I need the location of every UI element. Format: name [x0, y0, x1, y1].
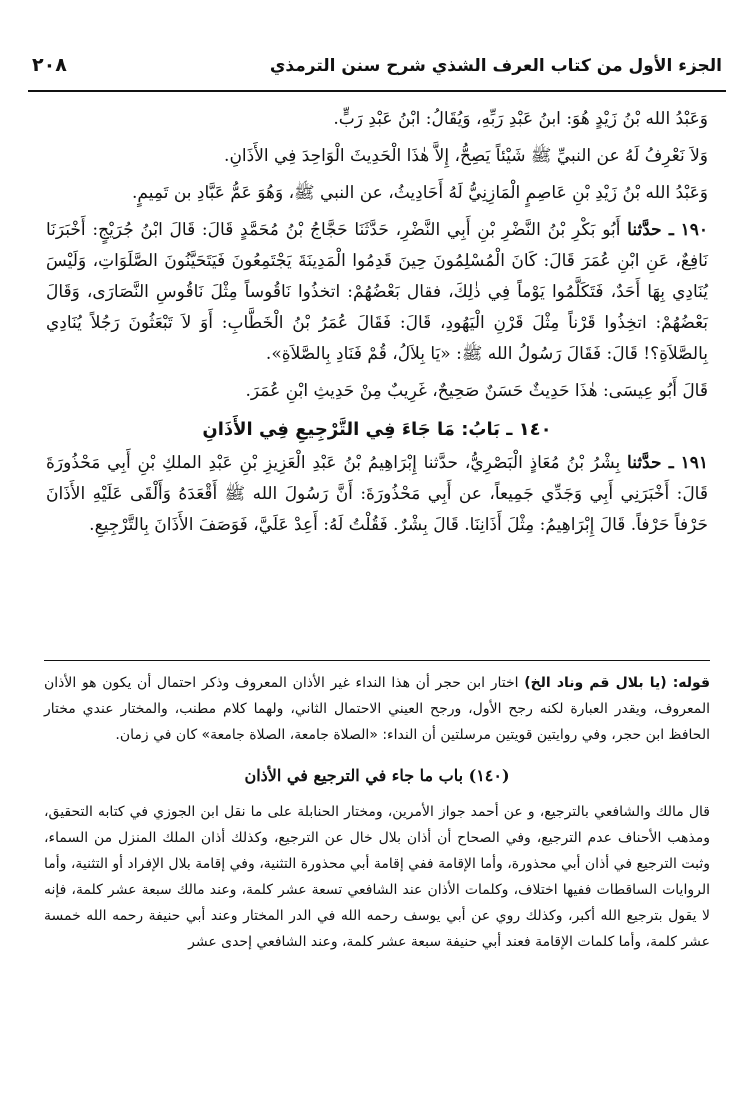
header-divider — [28, 90, 726, 92]
page-header — [28, 52, 726, 86]
main-text — [46, 104, 708, 541]
paragraph-4: قَالَ أَبُو عِيسَى: هٰذَا حَدِيثٌ حَسَنٌ صَحِيحٌ، غَرِيبٌ مِنْ حَدِيثِ ابْنِ عُمَرَ. — [245, 381, 708, 401]
paragraph-3: وَعَبْدُ الله بْنُ زَيْدِ بْنِ عَاصِمٍ الْمَازِنِيُّ لَهُ أَحَادِيثُ، عن النبي ﷺ، وَهُوَ عَمُّ عَبَّادِ بن تَمِيمٍ. — [132, 183, 708, 203]
commentary-note-1-lead: قوله: (يا بلال قم وناد الخ) — [524, 675, 710, 691]
commentary-divider — [44, 660, 710, 661]
running-title: الجزء الأول من كتاب العرف الشذي شرح سنن الترمذي — [269, 56, 722, 76]
paragraph-2: وَلاَ نَعْرِفُ لَهُ عن النبيِّ ﷺ شَيْئاً يَصِحُّ، إِلاَّ هٰذَا الْحَدِيثَ الْوَاحِدَ فِي الأَذَانِ. — [224, 146, 708, 166]
chapter-title: ١٤٠ ـ بَابُ: مَا جَاءَ فِي التَّرْجِيعِ فِي الأَذَانِ — [202, 419, 552, 440]
commentary-note-2: قال مالك والشافعي بالترجيع، و عن أحمد جواز الأمرين، ومختار الحنابلة على ما نقل ابن الجوزي في كتابه التحقيق، ومذهب الأحناف عدم الترجيع، وفي الصحاح أن أذان بلال خال عن الترجيع، وكذلك أذان الملك المنزل من السماء، وثبت الترجيع في أذان أبي محذورة، وأما الإقامة ففي إقامة أبي محذورة التثنية، وفي إقامة بلال الإفراد أو التثنية، وأما الروايات الساقطات ففيها اختلاف، وكلمات الأذان عند الشافعي تسعة عشر كلمة، وعند مالك سبعة عشر كلمة، فإنه لا يقول بترجيع الله أكبر، وكذلك روي عن أبي يوسف رحمه الله في الدر المختار وعند أبي حنيفة رحمه الله خمسة عشر كلمة، وأما كلمات الإقامة فعند أبي حنيفة سبعة عشر كلمة، وعند الشافعي إحدى عشر — [44, 804, 710, 950]
hadith-191 — [46, 448, 708, 541]
commentary-note-1-text: اختار ابن حجر أن هذا النداء غير الأذان المعروف وذكر احتمال أن يكون هو الأذان المعروف، ويقدر العبارة لكنه رجح الأول، ورجح العيني الاحتمال الثاني، ولهما كلام مطنب، والمختار عندي مختار الحافظ ابن حجر، وفي روايتين قويتين مرسلتين أن النداء: «الصلاة جامعة، الصلاة جامعة» كان في زمان. — [44, 675, 710, 743]
paragraph-1: وَعَبْدُ الله بْنُ زَيْدٍ هُوَ: ابنُ عَبْدِ رَبِّهِ، وَيُقَالُ: ابْنُ عَبْدِ رَبٍّ. — [333, 109, 708, 129]
hadith-190 — [46, 215, 708, 370]
hadith-190-text: أَبُو بَكْرِ بْنُ النَّضْرِ بْنِ أَبِي النَّضْرِ، حَدَّثَنَا حَجَّاجُ بْنُ مُحَمَّدٍ قَالَ: قَالَ ابْنُ جُرَيْجٍ: أَخْبَرَنَا نَافِعٌ، عَنِ ابْنِ عُمَرَ قَالَ: كَانَ الْمُسْلِمُونَ حِينَ قَدِمُوا الْمَدِينَةَ يَجْتَمِعُونَ فَيَتَحَيَّنُونَ الصَّلَوَاتِ، وَلَيْسَ يُنَادِي بِهَا أَحَدٌ، فَتَكَلَّمُوا يَوْماً فِي ذٰلِكَ، فقال بَعْضُهُمْ: اتخذُوا نَاقُوساً مِثْلَ نَاقُوسِ النَّصَارَى، وَقَالَ بَعْضُهُمْ: اتخِذُوا قَرْناً مِثْلَ قَرْنِ الْيَهُودِ، قَالَ: فَقَالَ عُمَرُ بْنُ الْخَطَّابِ: أَوَ لاَ تَبْعَثُونَ رَجُلاً يُنَادِي بِالصَّلاَةِ؟! قَالَ: فَقَالَ رَسُولُ الله ﷺ: «يَا بِلاَلُ، قُمْ فَنَادِ بِالصَّلاَةِ». — [46, 220, 708, 364]
hadith-190-number: ١٩٠ — [680, 220, 708, 240]
page-number: ٢٠٨ — [32, 54, 67, 76]
commentary-section-title: (١٤٠) باب ما جاء في الترجيع في الأذان — [244, 766, 510, 785]
commentary — [44, 670, 710, 955]
hadith-191-number: ١٩١ — [680, 453, 709, 473]
hadith-191-text: بِشْرُ بْنُ مُعَاذٍ الْبَصْرِيُّ، حدَّثنا إِبْرَاهِيمُ بْنُ عَبْدِ الْعَزِيزِ بْنِ عَبْدِ الملكِ بْنِ أَبِي مَحْذُورَةَ قَالَ: أَخْبَرَنِي أَبِي وَجَدِّي جَمِيعاً، عن أَبِي مَحْذُورَةَ: أَنَّ رَسُولَ الله ﷺ أَقْعَدَهُ وَأَلْقَى عَلَيْهِ الأَذَانَ حَرْفاً حَرْفاً. قَالَ إِبْرَاهِيمُ: مِثْلَ أَذَانِنَا. قَالَ بِشْرٌ. فَقُلْتُ لَهُ: أَعِدْ عَلَيَّ، فَوَصَفَ الأَذَانَ بِالتَّرْجِيعِ. — [46, 453, 708, 535]
commentary-note-1 — [44, 670, 710, 748]
hadith-191-lead: ـ حدَّثنا — [627, 453, 674, 473]
hadith-190-lead: ـ حدَّثنا — [627, 220, 674, 240]
